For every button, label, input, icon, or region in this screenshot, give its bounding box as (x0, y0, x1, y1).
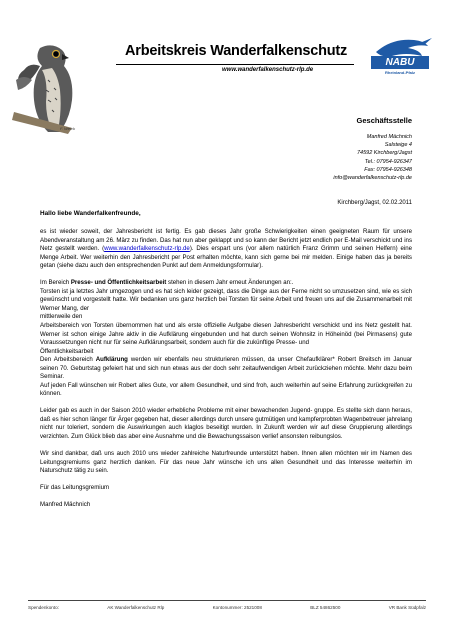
footer-rule (28, 600, 426, 601)
header-rule (116, 64, 354, 65)
office-title: Geschäftsstelle (356, 116, 412, 125)
paragraph-press-work: Im Bereich Presse- und Öffentlichkeitsarbeit stehen in diesem Jahr erneut Änderungen an:. Torsten ist ja letztes Jahr umgezogen und es hat sich leider gezeigt, dass die Dinge aus der Ferne nicht so umzusetzen sind, wie es sich gewünscht und vorgestellt hatte. Wir bedanken uns ganz herzlich bei Torsten für seine Arbeit und freuen uns auf die Zusammenarbeit mit Werner Mang, der mittlerweile den Arbeitsbereich von Torsten übernommen hat und als erste offizielle Aufgabe diesen Jahresbericht verschickt und ins Netz gestellt hat. Werner ist schon einige Jahre aktiv in die Aufklärung eingebunden und hat durch seinen Wohnsitz in Höheinöd (bei Pirmasens) gute Voraussetzungen nicht nur für seine Aufklärungsarbeit, sondern auch für die zukünftige Presse- und Öffentlichkeitsarbeit Den Arbeitsbereich Aufklärung werden wir ebenfalls neu strukturieren müssen, da unser Chefaufklärer* Robert Breitsch im Januar seinen 70. Geburtstag gefeiert hat und sich nun etwas aus der doch sehr zeitaufwendigen Arbeit zurückziehen möchte. Mehr dazu beim Seminar. Auf jeden Fall wünschen wir Robert alles Gute, vor allem Gesundheit, und sind froh, auch weiterhin auf seine Erfahrung zurückgreifen zu können. (40, 279, 413, 398)
illustration-credit: F. Weick (60, 126, 75, 131)
footer-bank: VR Bank Südpfalz (388, 605, 426, 610)
paragraph-thanks: Wir sind dankbar, daß uns auch 2010 uns wieder zahlreiche Naturfreunde unterstützt haben. Ihnen allen möchten wir im Namen des Leitungsgremiums ganz herzlich danken. Für das neue Jahr wünsche ich uns allen Gesundheit und das Interesse weiterhin im Naturschutz tätig zu sein. (40, 450, 412, 475)
footer-account-number: Kontonummer: 2521008 (212, 605, 262, 610)
organization-title: Arbeitskreis Wanderfalkenschutz (125, 43, 348, 59)
office-email: info@wanderfalkenschutz-rlp.de (333, 175, 412, 182)
signature-name: Manfred Mächnich (40, 501, 91, 509)
footer-bank-details (28, 605, 426, 610)
letter-date: Kirchberg/Jagst, 02.02.2011 (337, 200, 412, 206)
office-contact-name: Manfred Mächnich (366, 134, 412, 140)
paragraph-annual-report: es ist wieder soweit, der Jahresbericht ist fertig. Es gab dieses Jahr große Schwierigkeiten einen geeigneten Raum für unsere Abendveranstaltung am 26. März zu finden. Das hat nun aber geklappt und so kann der Bericht jetzt endlich per E-Mail verschickt und ins Netz gestellt werden. (www.wanderfalkenschutz-rlp.de). Dies erspart uns (vor allem natürlich Franz Grimm und seinen Helfern) eine Menge Arbeit. Wer weiterhin den Jahresbericht per Post erhalten möchte, kann sich gerne bei mir melden. Einige haben das ja bereits getan (siehe dazu auch den entsprechenden Punkt auf dem Anmeldungsformular). (40, 228, 412, 270)
website-link[interactable]: www.wanderfalkenschutz-rlp.de (104, 245, 190, 253)
nabu-logo-subtitle: Rheinland-Pfalz (384, 70, 415, 75)
footer-label: Spendenkonto: (28, 605, 59, 610)
office-fax: Fax: 07954-926348 (364, 166, 412, 173)
office-phone: Tel.: 07954-926347 (364, 158, 412, 165)
office-city: 74592 Kirchberg/Jagst (356, 150, 412, 157)
footer-blz: BLZ 54862500 (310, 605, 341, 610)
office-street: Salsteige 4 (384, 142, 412, 149)
nabu-logo: NABU (371, 56, 429, 69)
closing-line: Für das Leitungsgremium (40, 484, 110, 492)
letter-greeting: Hallo liebe Wanderfalkenfreunde, (40, 210, 141, 217)
paragraph-guarding-season: Leider gab es auch in der Saison 2010 wieder erhebliche Probleme mit einer bewachenden Jugend- gruppe. Es stellte sich dann heraus, daß es hier schon länger für Ärger gegeben hat, dieser allerdings durch unsere gutmütigen und kampferprobten Wagenbetreuer jahrelang nicht nur toleriert, sondern die Auswirkungen auch klaglos beseitigt wurden. In Zukunft werden wir auf diese Gruppierung allerdings verzichten. Zum Glück blieb das aber eine Ausnahme und die Bewachungssaison verlief ansonsten reibungslos. (40, 407, 412, 441)
office-address-block (333, 115, 412, 182)
header-website: www.wanderfalkenschutz-rlp.de (222, 67, 314, 73)
letter-body (40, 228, 412, 518)
footer-account-holder: AK Wanderfalkenschutz Rlp (107, 605, 165, 610)
falcon-illustration (12, 40, 87, 135)
